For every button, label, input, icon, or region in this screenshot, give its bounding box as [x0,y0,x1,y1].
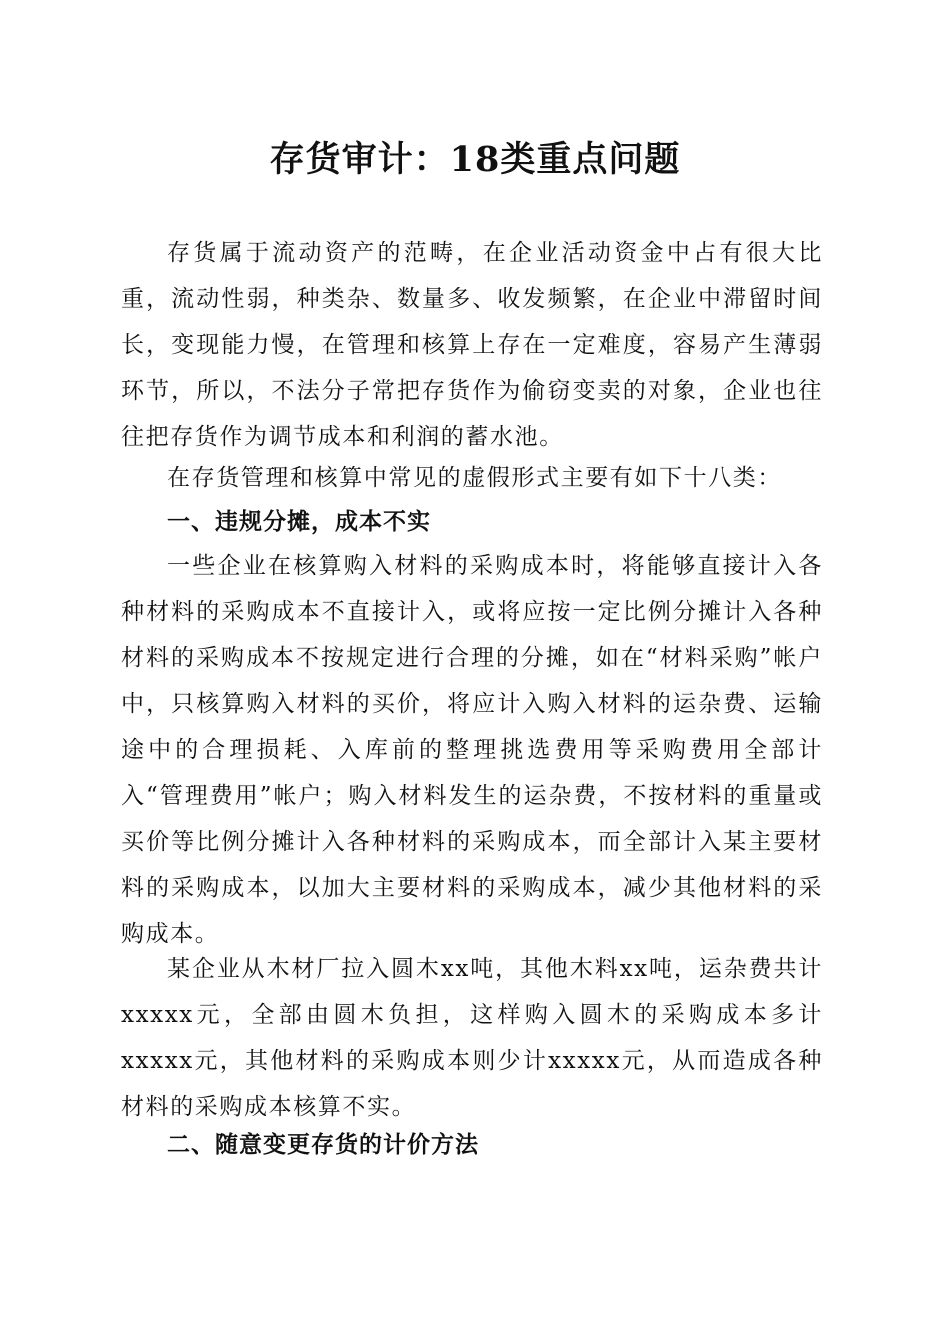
lead-paragraph: 在存货管理和核算中常见的虚假形式主要有如下十八类： [167,465,782,491]
section-1-body-paragraph: 一些企业在核算购入材料的采购成本时，将能够直接计入各种材料的采购成本不直接计入，或将应按一定比例分摊计入各种材料的采购成本不按规定进行合理的分摊，如在“材料采购”帐户中，只核算购入材料的买价，将应计入购入材料的运杂费、运输途中的合理损耗、入库前的整理挑选费用等采购费用全部计入“管理费用”帐户；购入材料发生的运杂费，不按材料的重量或买价等比例分摊计入各种材料的采购成本，而全部计入某主要材料的采购成本，以加大主要材料的采购成本，减少其他材料的采购成本。 [121,553,823,947]
section-1-heading: 一、违规分摊，成本不实 [167,509,431,535]
section-1-example-paragraph: 某企业从木材厂拉入圆木xx吨，其他木料xx吨，运杂费共计xxxxx元，全部由圆木负担，这样购入圆木的采购成本多计xxxxx元，其他材料的采购成本则少计xxxxx元，从而造成各种材料的采购成本核算不实。 [121,956,823,1120]
document-title: 存货审计：18类重点问题 [269,139,681,180]
section-2-heading: 二、随意变更存货的计价方法 [167,1132,479,1158]
intro-paragraph: 存货属于流动资产的范畴，在企业活动资金中占有很大比重，流动性弱，种类杂、数量多、收发频繁，在企业中滞留时间长，变现能力慢，在管理和核算上存在一定难度，容易产生薄弱环节，所以，不法分子常把存货作为偷窃变卖的对象，企业也往往把存货作为调节成本和利润的蓄水池。 [121,240,823,450]
